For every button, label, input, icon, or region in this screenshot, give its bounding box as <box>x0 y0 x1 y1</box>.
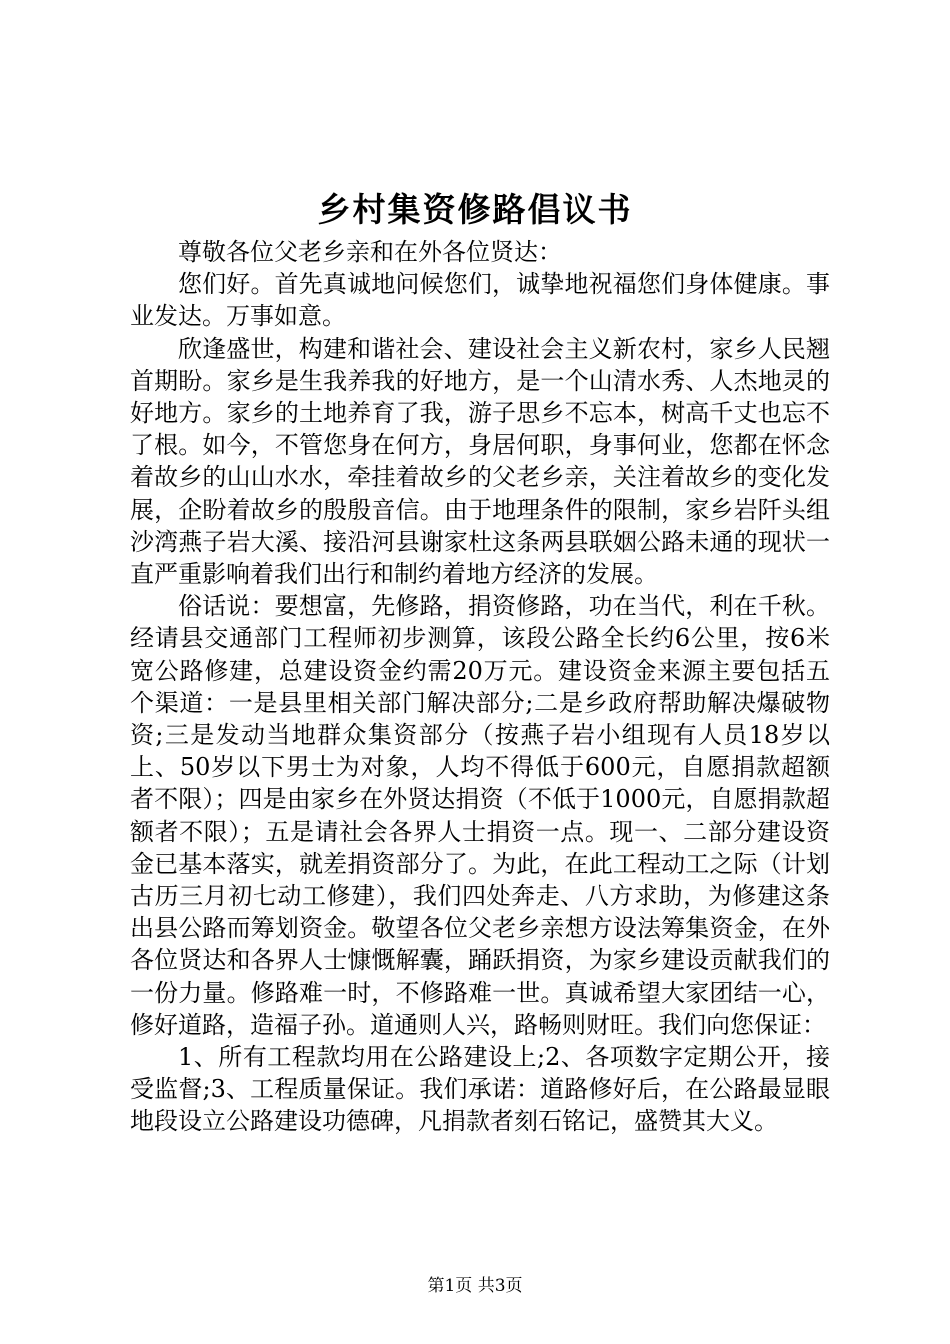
commitment-paragraph: 1、所有工程款均用在公路建设上;2、各项数字定期公开，接受监督;3、工程质量保证。我们承诺：道路修好后，在公路最显眼地段设立公路建设功德碑，凡捐款者刻石铭记，盛赞其大义。 <box>130 1043 830 1136</box>
document-body <box>130 236 830 1138</box>
page-number-footer: 第1页 共3页 <box>427 1276 523 1296</box>
salutation-paragraph: 尊敬各位父老乡亲和在外各位贤达： <box>178 238 562 266</box>
document-title: 乡村集资修路倡议书 <box>317 190 633 229</box>
funding-paragraph: 俗话说：要想富，先修路，捐资修路，功在当代，利在千秋。经请县交通部门工程师初步测算，该段公路全长约6公里，按6米宽公路修建，总建设资金约需20万元。建设资金来源主要包括五个渠道：一是县里相关部门解决部分;二是乡政府帮助解决爆破物资;三是发动当地群众集资部分（按燕子岩小组现有人员18岁以上、50岁以下男士为对象，人均不得低于600元，自愿捐款超额者不限）；四是由家乡在外贤达捐资（不低于1000元，自愿捐款超额者不限）；五是请社会各界人士捐资一点。现一、二部分建设资金已基本落实，就差捐资部分了。为此，在此工程动工之际（计划古历三月初七动工修建），我们四处奔走、八方求助，为修建这条出县公路而筹划资金。敬望各位父老乡亲想方设法筹集资金，在外各位贤达和各界人士慷慨解囊，踊跃捐资，为家乡建设贡献我们的一份力量。修路难一时，不修路难一世。真诚希望大家团结一心，修好道路，造福子孙。道通则人兴，路畅则财旺。我们向您保证： <box>130 592 830 1039</box>
background-paragraph: 欣逢盛世，构建和谐社会、建设社会主义新农村，家乡人民翘首期盼。家乡是生我养我的好地方，是一个山清水秀、人杰地灵的好地方。家乡的土地养育了我，游子思乡不忘本，树高千丈也忘不了根。如今，不管您身在何方，身居何职，身事何业，您都在怀念着故乡的山山水水，牵挂着故乡的父老乡亲，关注着故乡的变化发展，企盼着故乡的殷殷音信。由于地理条件的限制，家乡岩阡头组沙湾燕子岩大溪、接沿河县谢家杜这条两县联姻公路未通的现状一直严重影响着我们出行和制约着地方经济的发展。 <box>130 334 830 589</box>
greeting-paragraph: 您们好。首先真诚地问候您们，诚挚地祝福您们身体健康。事业发达。万事如意。 <box>130 270 830 331</box>
